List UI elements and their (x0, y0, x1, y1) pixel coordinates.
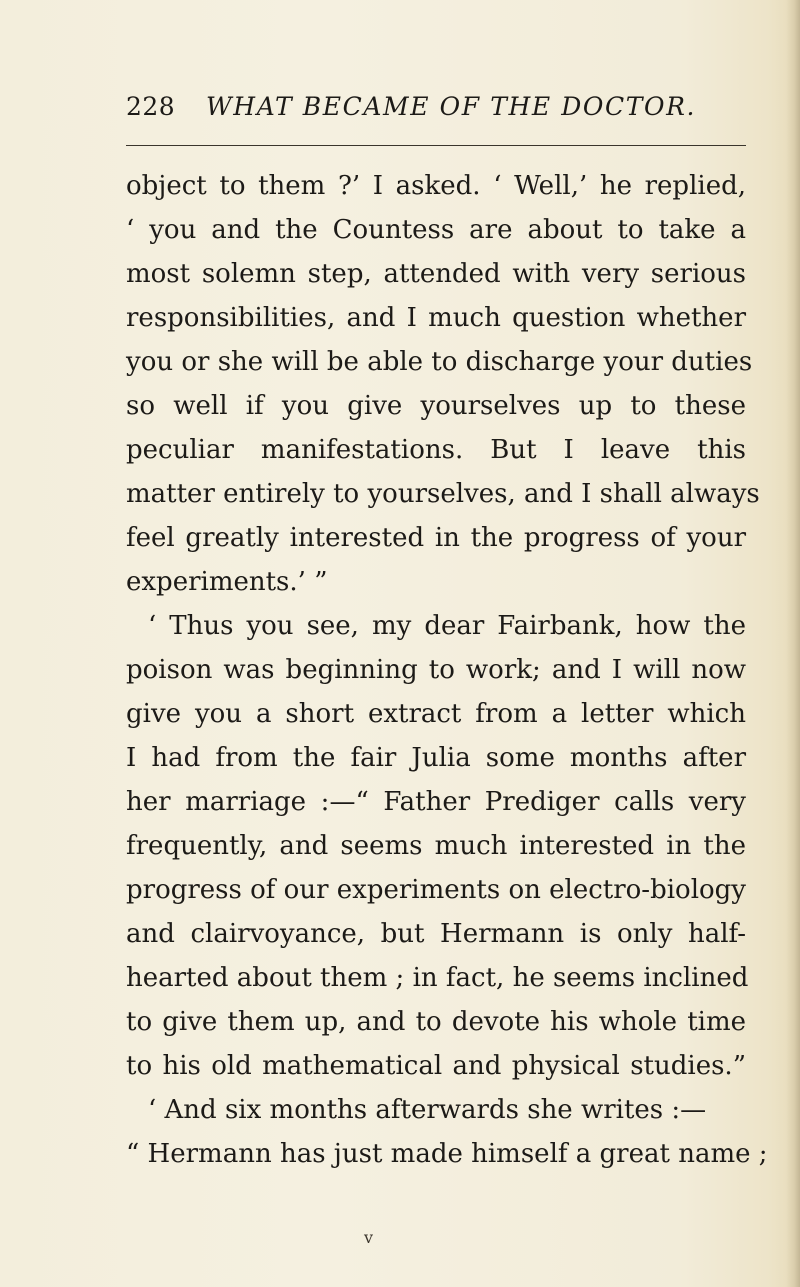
running-head (126, 92, 746, 128)
text-line: to his old mathematical and physical studies.” (126, 1051, 746, 1081)
text-line: and clairvoyance, but Hermann is only half- (126, 919, 746, 949)
text-line: responsibilities, and I much question whether (126, 303, 746, 333)
text-line: progress of our experiments on electro-biology (126, 875, 746, 905)
signature-mark: v (364, 1228, 374, 1247)
text-line: give you a short extract from a letter which (126, 699, 746, 729)
text-line: experiments.’ ” (126, 567, 328, 597)
text-line: I had from the fair Julia some months after (126, 743, 746, 773)
text-line: hearted about them ; in fact, he seems inclined (126, 963, 749, 993)
text-line: ‘ you and the Countess are about to take a (126, 215, 746, 245)
text-line: to give them up, and to devote his whole time (126, 1007, 746, 1037)
text-line: peculiar manifestations. But I leave this (126, 435, 746, 465)
body-text (126, 164, 768, 1176)
page-number: 228 (126, 92, 176, 121)
running-title: WHAT BECAME OF THE DOCTOR. (206, 92, 697, 121)
text-line: most solemn step, attended with very serious (126, 259, 746, 289)
text-line: ‘ And six months afterwards she writes :— (148, 1095, 707, 1125)
text-line: matter entirely to yourselves, and I shall always (126, 479, 760, 509)
text-line: you or she will be able to discharge your duties (126, 347, 753, 377)
text-line: object to them ?’ I asked. ‘ Well,’ he replied, (126, 171, 746, 201)
text-line: poison was beginning to work; and I will now (126, 655, 746, 685)
page-edge-shadow (786, 0, 800, 1287)
text-line: so well if you give yourselves up to these (126, 391, 746, 421)
text-line: feel greatly interested in the progress of your (126, 523, 746, 553)
text-line: frequently, and seems much interested in the (126, 831, 746, 861)
text-line: “ Hermann has just made himself a great name ; (126, 1139, 768, 1169)
text-line: ‘ Thus you see, my dear Fairbank, how the (148, 611, 746, 641)
header-rule (126, 145, 746, 146)
text-line: her marriage :—“ Father Prediger calls very (126, 787, 746, 817)
